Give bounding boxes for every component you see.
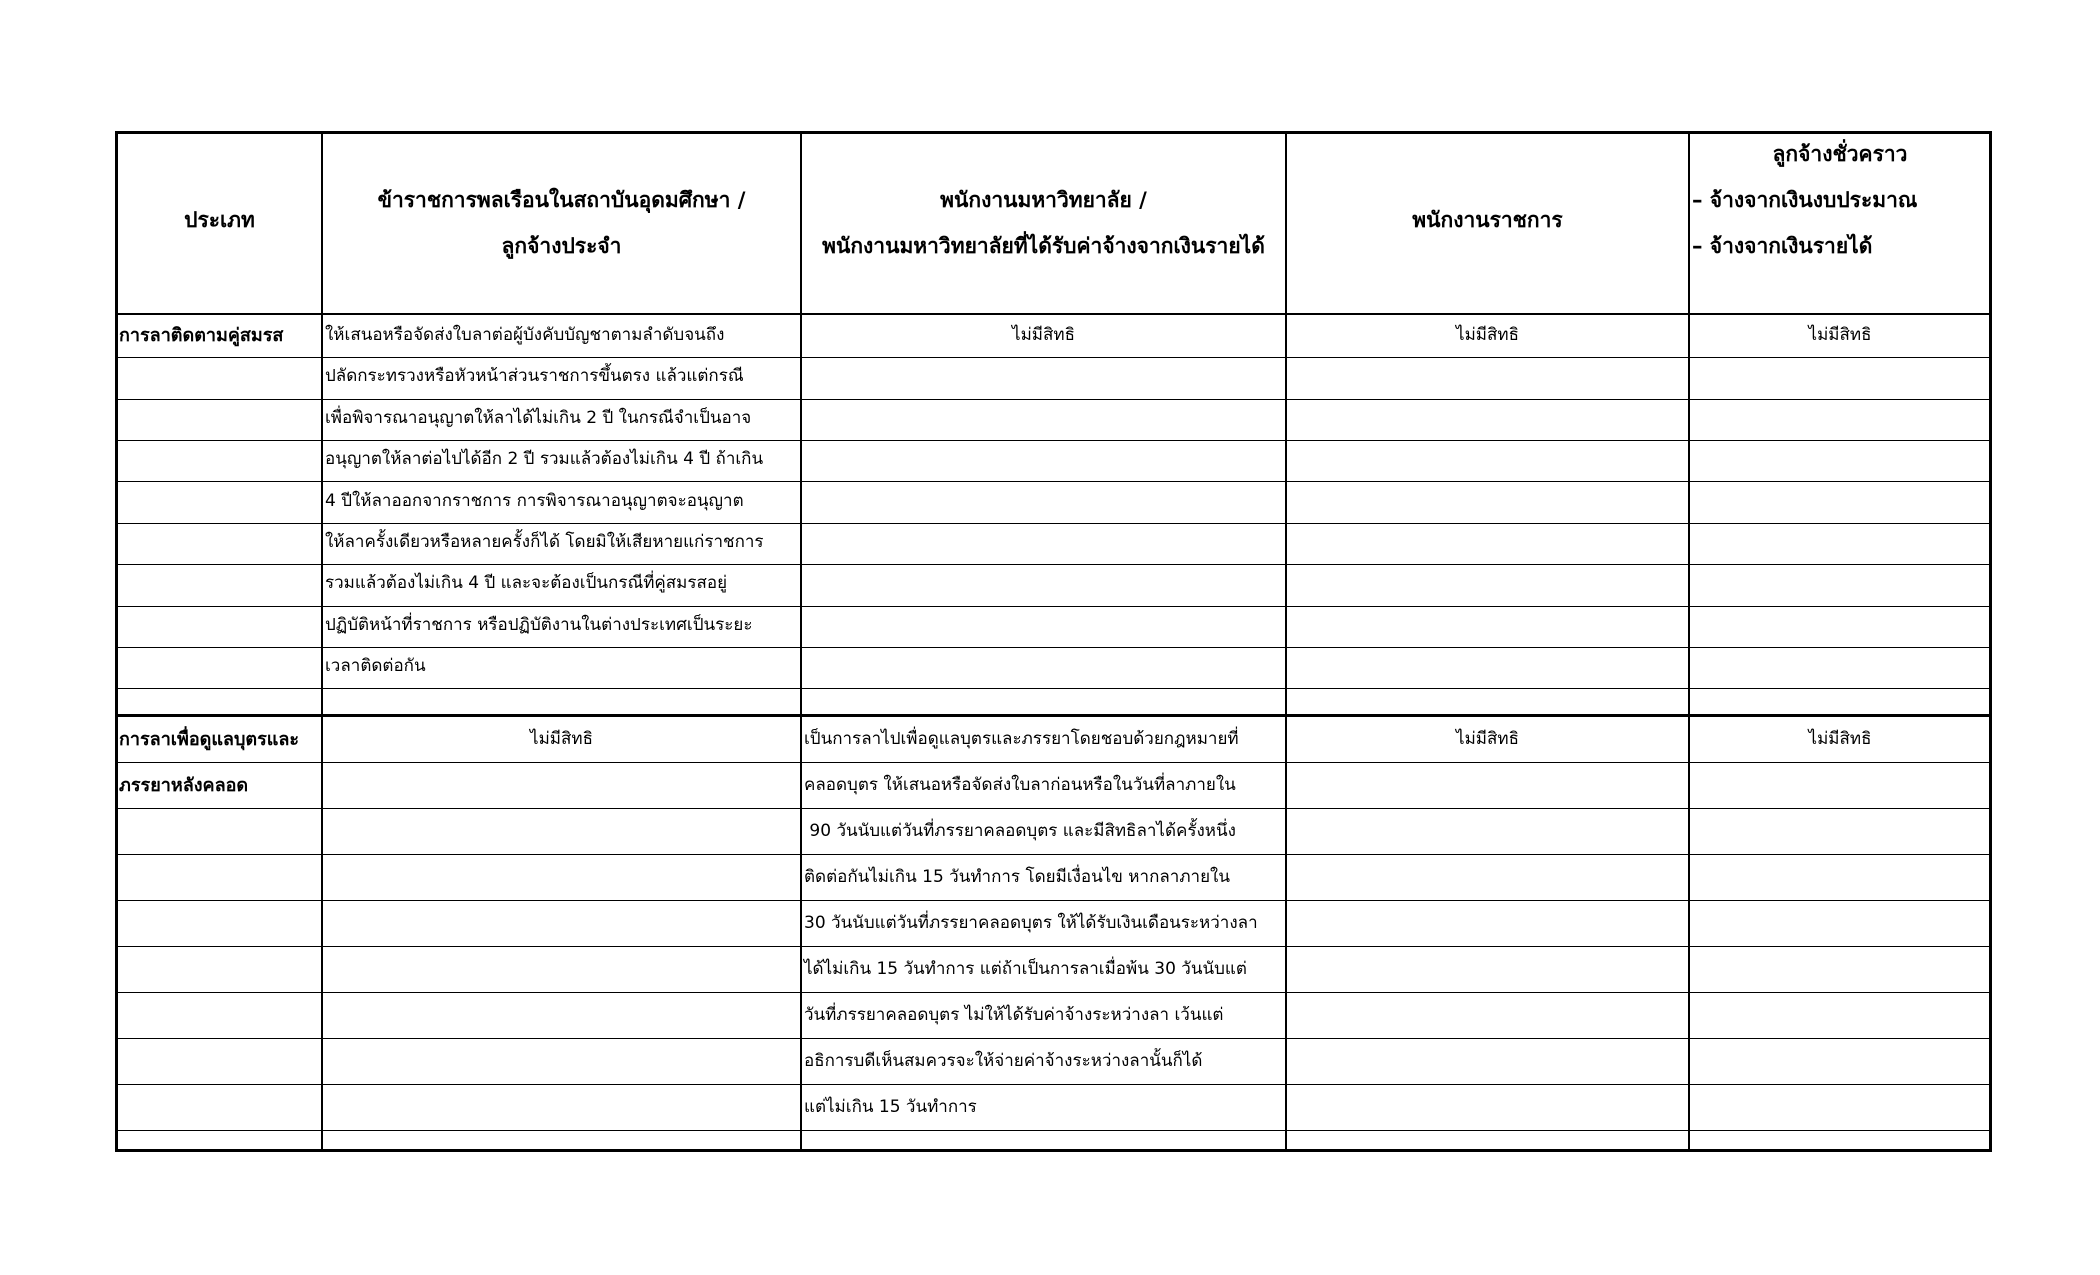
- header-col2-line1: ข้าราชการพลเรือนในสถาบันอุดมศึกษา /: [377, 188, 746, 212]
- section-divider: [115, 714, 1992, 717]
- section1-text-line: ปฏิบัติหน้าที่ราชการ หรือปฏิบัติงานในต่างประเทศเป็นระยะ: [325, 615, 753, 635]
- row-line: [115, 688, 1992, 689]
- header-col3-line1: พนักงานมหาวิทยาลัย /: [940, 188, 1147, 212]
- section1-col3-value: ไม่มีสิทธิ: [1012, 325, 1075, 345]
- table-border: [115, 131, 1992, 1152]
- section2-text-line: 30 วันนับแต่วันที่ภรรยาคลอดบุตร ให้ได้รับเงินเดือนระหว่างลา: [804, 913, 1258, 933]
- row-line: [115, 647, 1992, 648]
- section1-text-line: ให้ลาครั้งเดียวหรือหลายครั้งก็ได้ โดยมิให้เสียหายแก่ราชการ: [325, 532, 764, 552]
- section2-text-line: 90 วันนับแต่วันที่ภรรยาคลอดบุตร และมีสิทธิลาได้ครั้งหนึ่ง: [804, 821, 1236, 841]
- row-line: [115, 1038, 1992, 1039]
- section1-text-line: รวมแล้วต้องไม่เกิน 4 ปี และจะต้องเป็นกรณีที่คู่สมรสอยู่: [325, 573, 728, 593]
- section1-text-line: อนุญาตให้ลาต่อไปได้อีก 2 ปี รวมแล้วต้องไม่เกิน 4 ปี ถ้าเกิน: [325, 449, 764, 469]
- row-line: [115, 523, 1992, 524]
- column-divider: [321, 131, 323, 1152]
- header-divider: [115, 313, 1992, 315]
- section2-col5-value: ไม่มีสิทธิ: [1808, 729, 1872, 749]
- column-divider: [1688, 131, 1690, 1152]
- section2-col2-value: ไม่มีสิทธิ: [530, 729, 593, 749]
- row-line: [115, 854, 1992, 855]
- section2-text-line: อธิการบดีเห็นสมควรจะให้จ่ายค่าจ้างระหว่างลานั้นก็ได้: [804, 1051, 1203, 1071]
- header-col5-line1: ลูกจ้างชั่วคราว: [1772, 142, 1908, 166]
- header-col3-line2: พนักงานมหาวิทยาลัยที่ได้รับค่าจ้างจากเงินรายได้: [822, 234, 1265, 258]
- row-line: [115, 399, 1992, 400]
- section2-text-line: วันที่ภรรยาคลอดบุตร ไม่ให้ได้รับค่าจ้างระหว่างลา เว้นแต่: [804, 1005, 1224, 1025]
- row-line: [115, 946, 1992, 947]
- section1-text-line: 4 ปีให้ลาออกจากราชการ การพิจารณาอนุญาตจะอนุญาต: [325, 491, 744, 511]
- column-divider: [1285, 131, 1287, 1152]
- section1-label: การลาติดตามคู่สมรส: [119, 325, 284, 346]
- section2-text-line: คลอดบุตร ให้เสนอหรือจัดส่งใบลาก่อนหรือในวันที่ลาภายใน: [804, 775, 1236, 795]
- row-line: [115, 564, 1992, 565]
- row-line: [115, 1130, 1992, 1131]
- row-line: [115, 992, 1992, 993]
- row-line: [115, 481, 1992, 482]
- section1-col4-value: ไม่มีสิทธิ: [1456, 325, 1519, 345]
- row-line: [115, 357, 1992, 358]
- row-line: [115, 900, 1992, 901]
- row-line: [115, 762, 1992, 763]
- section1-text-line: ปลัดกระทรวงหรือหัวหน้าส่วนราชการขึ้นตรง แล้วแต่กรณี: [325, 366, 744, 386]
- section1-text-line: เวลาติดต่อกัน: [325, 656, 426, 676]
- header-col5-line2: – จ้างจากเงินงบประมาณ: [1692, 188, 1918, 212]
- header-col2-line2: ลูกจ้างประจำ: [501, 234, 622, 258]
- section2-text-line: แต่ไม่เกิน 15 วันทำการ: [804, 1097, 977, 1117]
- section2-col4-value: ไม่มีสิทธิ: [1456, 729, 1519, 749]
- header-col4: พนักงานราชการ: [1412, 208, 1563, 232]
- section1-col5-value: ไม่มีสิทธิ: [1808, 325, 1872, 345]
- row-line: [115, 1084, 1992, 1085]
- column-divider: [800, 131, 802, 1152]
- header-col5-line3: – จ้างจากเงินรายได้: [1692, 234, 1873, 258]
- section1-text-line: เพื่อพิจารณาอนุญาตให้ลาได้ไม่เกิน 2 ปี ในกรณีจำเป็นอาจ: [325, 408, 752, 428]
- row-line: [115, 606, 1992, 607]
- header-type: ประเภท: [184, 208, 255, 232]
- section2-text-line: เป็นการลาไปเพื่อดูแลบุตรและภรรยาโดยชอบด้วยกฎหมายที่: [804, 729, 1239, 749]
- section2-label-line1: การลาเพื่อดูแลบุตรและ: [119, 729, 300, 750]
- section2-label-line2: ภรรยาหลังคลอด: [119, 775, 249, 796]
- section2-text-line: ได้ไม่เกิน 15 วันทำการ แต่ถ้าเป็นการลาเมื่อพ้น 30 วันนับแต่: [804, 959, 1247, 979]
- section1-text-line: ให้เสนอหรือจัดส่งใบลาต่อผู้บังคับบัญชาตามลำดับจนถึง: [325, 325, 725, 345]
- row-line: [115, 808, 1992, 809]
- section2-text-line: ติดต่อกันไม่เกิน 15 วันทำการ โดยมีเงื่อนไข หากลาภายใน: [804, 867, 1230, 887]
- row-line: [115, 440, 1992, 441]
